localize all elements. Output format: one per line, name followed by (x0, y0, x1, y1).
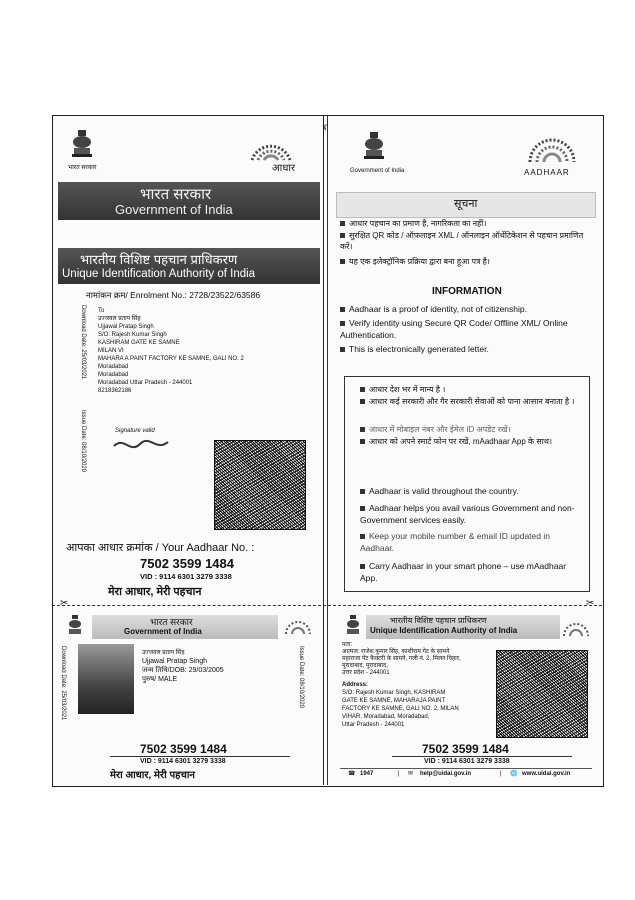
card-divider (110, 756, 290, 757)
address-line-6: Moradabad Uttar Pradesh - 244001 (98, 380, 193, 386)
benefit-hi-2: आधार कई सरकारी और गैर सरकारी सेवाओं को पाना आसान बनाता है । (360, 397, 580, 407)
card-issue-date: Issue Date: 08/10/2020 (298, 646, 304, 709)
information-title: INFORMATION (432, 286, 502, 297)
govt-title-en: Government of India (115, 202, 233, 217)
vid-number: VID : 9114 6301 3279 3338 (140, 572, 232, 581)
notice-point-hi-2: सुरक्षित QR कोड / ऑफलाइन XML / ऑनलाइन ऑथेंटिकेशन से पहचान प्रमाणित करें। (340, 231, 584, 251)
recipient-phone: 8218362186 (98, 388, 132, 394)
address-line-1: KASHIRAM GATE KE SAMNE (98, 340, 180, 346)
emblem-caption-en: Government of India (350, 168, 405, 174)
card-back-address-label: Address: (342, 682, 369, 688)
aadhaar-number: 7502 3599 1484 (140, 556, 234, 571)
uidai-title-hi: भारतीय विशिष्ट पहचान प्राधिकरण (80, 252, 238, 267)
card-back-addr-en-2: GATE KE SAMNE, MAHARAJA PAINT (342, 698, 446, 704)
card-back-vid: VID : 9114 6301 3279 3338 (424, 758, 510, 765)
address-line-2: MILAN VI (98, 348, 124, 354)
holder-photo (78, 644, 134, 714)
national-emblem-icon (344, 614, 362, 638)
address-line-3: MAHARA A PAINT FACTORY KE SAMNE, GALI NO. 2 (98, 356, 244, 362)
aadhaar-logo-icon (522, 132, 582, 168)
card-back-addr-hi-1: आत्मज: राजेश कुमार सिंह, काशीराम गेट के सामने (342, 649, 450, 655)
tagline: मेरा आधार, मेरी पहचान (108, 586, 202, 598)
benefit-hi-4: आधार को अपने स्मार्ट फोन पर रखें, mAadhaar App के साथ। (360, 437, 580, 447)
info-point-1: Aadhaar is a proof of identity, not of citizenship. (340, 304, 527, 314)
vertical-cut-line (323, 115, 324, 785)
help-email: help@uidai.gov.in (420, 771, 472, 777)
national-emblem-icon (360, 130, 388, 166)
card-name-hi: उज्जवल प्रताप सिंह (142, 650, 185, 656)
card-back-addr-hi-4: उत्तर प्रदेश - 244001 (342, 670, 390, 676)
benefit-hi-1: आधार देश भर में मान्य है । (360, 384, 445, 395)
aadhaar-logo-text: आधार (272, 163, 296, 174)
notice-point-hi-1: आधार पहचान का प्रमाण है, नागरिकता का नहीं। (340, 218, 486, 229)
govt-title-hi: भारत सरकार (140, 186, 212, 203)
phone-icon: ☎ (348, 771, 356, 777)
scissors-icon: ✂ (60, 598, 69, 609)
card-govt-hi: भारत सरकार (150, 617, 193, 627)
card-gender: पुरुष/ MALE (142, 676, 178, 683)
to-label: To (98, 308, 105, 314)
card-back-qr-code (496, 650, 588, 738)
download-date-vertical: Download Date: 25/03/2021 (80, 305, 86, 380)
card-back-addr-en-3: FACTORY KE SAMNE, GALI NO. 2, MILAN (342, 706, 459, 712)
card-back-addr-hi-3: मुरादाबाद, मुरादाबाद, (342, 663, 389, 669)
info-point-3: This is electronically generated letter. (340, 344, 489, 354)
address-line-5: Moradabad (98, 372, 129, 378)
card-back-divider (392, 756, 572, 757)
card-tagline: मेरा आधार, मेरी पहचान (110, 770, 195, 781)
address-line-4: Moradabad (98, 364, 129, 370)
aadhaar-logo-icon (560, 616, 592, 640)
aadhaar-logo-text: AADHAAR (524, 168, 570, 177)
separator: | (398, 771, 400, 777)
horizontal-cut-line (52, 605, 602, 606)
card-govt-en: Government of India (124, 627, 202, 636)
card-name-en: Ujjawal Pratap Singh (142, 658, 207, 665)
emblem-caption: भारत सरकार (68, 165, 97, 171)
benefit-hi-3: आधार में मोबाइल नंबर और ईमेल ID अपडेट रखें। (360, 424, 511, 435)
card-back-addr-en-1: S/O: Rajesh Kumar Singh, KASHIRAM (342, 690, 446, 696)
benefit-en-1: Aadhaar is valid throughout the country. (360, 486, 519, 496)
recipient-name-en: Ujjawal Pratap Singh (98, 324, 154, 330)
card-back-pata: पता: (342, 642, 353, 648)
benefit-en-4: Carry Aadhaar in your smart phone – use mAadhaar App. (360, 561, 567, 583)
email-icon: ✉ (408, 771, 414, 777)
info-point-2: Verify identity using Secure QR Code/ Offline XML/ Online Authentication. (340, 318, 568, 340)
benefit-en-2: Aadhaar helps you avail various Government and non-Government services easily. (360, 503, 575, 525)
national-emblem-icon (66, 614, 84, 638)
national-emblem-icon (68, 128, 96, 164)
qr-code (214, 440, 306, 530)
separator: | (500, 771, 502, 777)
recipient-so: S/O: Rajesh Kumar Singh (98, 332, 167, 338)
globe-icon: 🌐 (510, 771, 518, 777)
notice-point-hi-3: यह एक इलेक्ट्रॉनिक प्रक्रिया द्वारा बना हुआ पत्र है। (340, 256, 490, 267)
website: www.uidai.gov.in (522, 771, 571, 777)
scissors-icon: ✂ (586, 598, 595, 609)
card-vid: VID : 9114 6301 3279 3338 (140, 758, 226, 765)
card-aadhaar-number: 7502 3599 1484 (140, 742, 227, 756)
uidai-title-en: Unique Identification Authority of India (62, 268, 256, 280)
notice-title: सूचना (454, 198, 478, 210)
scissors-icon: ✂ (319, 123, 330, 132)
card-back-uidai-en: Unique Identification Authority of India (370, 626, 518, 635)
card-back-aadhaar-number: 7502 3599 1484 (422, 742, 509, 756)
your-aadhaar-label: आपका आधार क्रमांक / Your Aadhaar No. : (66, 542, 255, 554)
vertical-cut-line-2 (327, 115, 328, 785)
card-back-addr-hi-2: महाराजा पेंट फैक्टरी के सामने, गली नं. 2, मिलन विहार, (342, 656, 461, 662)
recipient-name-hi: उज्जवल प्रताप सिंह (98, 316, 141, 322)
benefit-en-3: Keep your mobile number & email ID updated in Aadhaar. (360, 531, 550, 553)
card-dob: जन्म तिथि/DOB: 29/03/2005 (142, 667, 224, 674)
card-back-addr-en-5: Uttar Pradesh - 244001 (342, 722, 405, 728)
issue-date-vertical: Issue Date: 08/10/2020 (80, 410, 86, 473)
helpline-number: 1947 (360, 771, 374, 777)
card-back-uidai-hi: भारतीय विशिष्ट पहचान प्राधिकरण (390, 616, 487, 625)
signature-valid: Signature valid (115, 428, 155, 434)
card-download-date: Download Date: 25/03/2021 (60, 646, 66, 721)
aadhaar-logo-icon (282, 614, 314, 638)
signature-scribble (112, 436, 172, 456)
enrolment-number: नामांकन क्रम/ Enrolment No.: 2728/23522/63586 (86, 290, 261, 300)
card-back-addr-en-4: VIHAR, Moradabad, Moradabad, (342, 714, 430, 720)
